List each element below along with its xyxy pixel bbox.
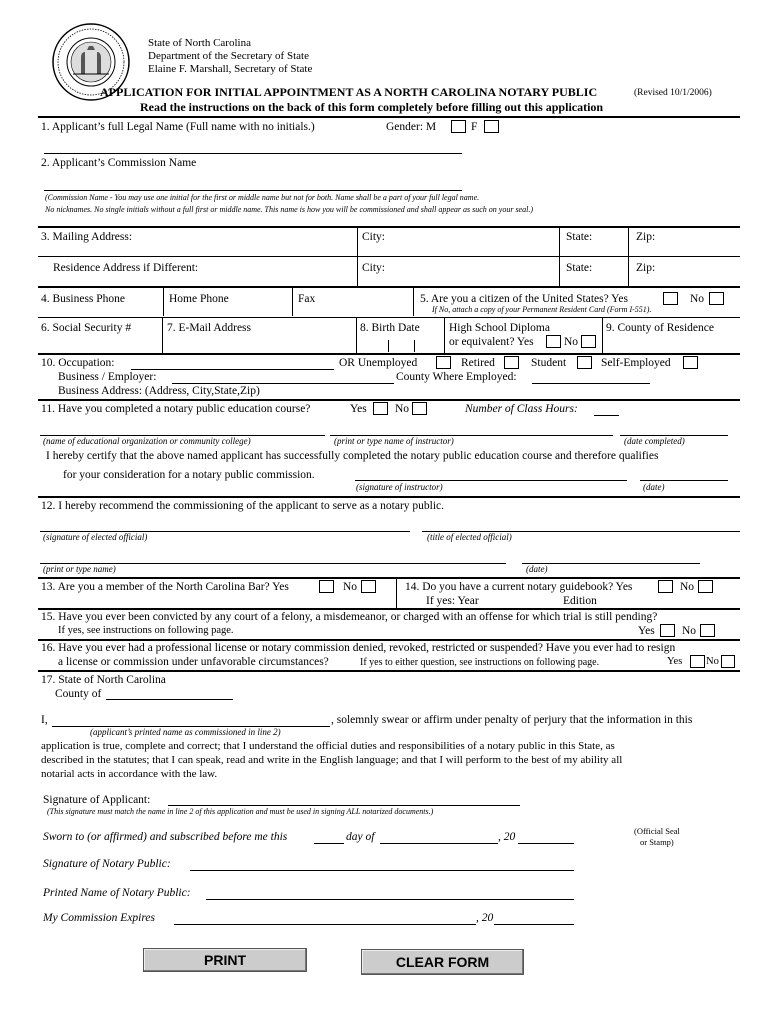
county-residence-label: 9. County of Residence — [606, 322, 714, 334]
q14-label: 14. Do you have a current notary guidebook? Yes — [405, 581, 633, 593]
county-of-field[interactable] — [106, 699, 233, 700]
county-of-label: County of — [55, 688, 102, 700]
q15-label: 15. Have you ever been convicted by any court of a felony, a misdemeanor, or charged with an offense for which trial is still pending? — [41, 611, 658, 623]
sworn-day-field[interactable] — [314, 843, 344, 844]
residence-zip-label: Zip: — [636, 262, 656, 274]
q14-no-label: No — [680, 581, 695, 593]
student-label: Student — [531, 357, 567, 369]
q15-no-label: No — [682, 625, 697, 637]
home-phone-label: Home Phone — [169, 293, 229, 305]
q15-sub: If yes, see instructions on following page. — [58, 625, 234, 636]
q13-no-label: No — [343, 581, 358, 593]
q11-yes-label: Yes — [350, 403, 367, 415]
bar-yes-checkbox[interactable] — [319, 580, 334, 593]
bar-no-checkbox[interactable] — [361, 580, 376, 593]
residence-state-label: State: — [566, 262, 593, 274]
commission-name-field[interactable] — [44, 190, 462, 191]
sworn-month-field[interactable] — [380, 843, 498, 844]
q16-no-label: No — [706, 656, 719, 667]
mailing-city-label: City: — [362, 231, 386, 243]
guidebook-year-label: If yes: Year — [426, 595, 479, 607]
q2-note-2: No nicknames. No single initials without a full first or middle name. This name is how you will be commissioned and shall appear as such on your seal.) — [45, 205, 533, 214]
commission-expires-year-label: , 20 — [476, 912, 494, 924]
business-phone-label: 4. Business Phone — [41, 293, 126, 305]
gender-label: Gender: M — [386, 121, 437, 133]
applicant-signature-field[interactable] — [168, 805, 520, 806]
org-caption: (name of educational organization or community college) — [43, 436, 251, 446]
gender-f-label: F — [471, 121, 478, 133]
commission-expires-label: My Commission Expires — [43, 912, 156, 924]
instructor-caption: (print or type name of instructor) — [334, 436, 454, 446]
q1-label: 1. Applicant’s full Legal Name (Full name with no initials.) — [41, 121, 315, 133]
birth-date-label: 8. Birth Date — [360, 322, 420, 334]
citizen-yes-checkbox[interactable] — [663, 292, 678, 305]
guidebook-edition-label: Edition — [563, 595, 597, 607]
diploma-no-checkbox[interactable] — [581, 335, 596, 348]
course-yes-checkbox[interactable] — [373, 402, 388, 415]
diploma-no-label: No — [564, 336, 579, 348]
official-seal-label: (Official Seal — [634, 826, 680, 836]
retired-label: Retired — [461, 357, 495, 369]
business-address-label: Business Address: (Address, City,State,Zip) — [58, 385, 260, 397]
citizen-no-checkbox[interactable] — [709, 292, 724, 305]
occupation-field[interactable] — [131, 369, 334, 370]
header-department: Department of the Secretary of State — [148, 50, 309, 62]
sworn-year-label: , 20 — [498, 831, 516, 843]
clear-form-button[interactable]: CLEAR FORM — [361, 949, 524, 975]
employer-label: Business / Employer: — [58, 371, 157, 383]
guidebook-yes-checkbox[interactable] — [658, 580, 673, 593]
residence-address-label: Residence Address if Different: — [53, 262, 199, 274]
q16-yes-label: Yes — [667, 656, 683, 667]
q16-sub-2: If yes to either question, see instructions on following page. — [360, 657, 600, 668]
occupation-label: 10. Occupation: — [41, 357, 115, 369]
license-yes-checkbox[interactable] — [690, 655, 705, 668]
self-employed-label: Self-Employed — [601, 357, 671, 369]
gender-f-checkbox[interactable] — [484, 120, 499, 133]
diploma-yes-checkbox[interactable] — [546, 335, 561, 348]
revised-date: (Revised 10/1/2006) — [634, 88, 712, 98]
q11-no-label: No — [395, 403, 410, 415]
oath-paragraph-1: application is true, complete and correct; that I understand the official duties and responsibilities of a notary public in this State, as — [41, 740, 615, 752]
sworn-label: Sworn to (or affirmed) and subscribed before me this — [43, 831, 288, 843]
guidebook-no-checkbox[interactable] — [698, 580, 713, 593]
q5-note: If No, attach a copy of your Permanent Resident Card (Form I-551). — [432, 305, 652, 314]
self-employed-checkbox[interactable] — [683, 356, 698, 369]
retired-checkbox[interactable] — [504, 356, 519, 369]
ssn-label: 6. Social Security # — [41, 322, 132, 334]
certify-line-2: for your consideration for a notary public commission. — [63, 469, 315, 481]
notary-signature-label: Signature of Notary Public: — [43, 858, 171, 870]
diploma-label: High School Diploma — [449, 322, 550, 334]
header-secretary: Elaine F. Marshall, Secretary of State — [148, 63, 313, 75]
county-employed-field[interactable] — [532, 383, 650, 384]
q17-label: 17. State of North Carolina — [41, 674, 166, 686]
date-completed-caption: (date completed) — [624, 436, 685, 446]
unemployed-checkbox[interactable] — [436, 356, 451, 369]
official-signature-caption: (signature of elected official) — [43, 532, 148, 542]
print-name-caption: (print or type name) — [43, 564, 116, 574]
citizen-no-label: No — [690, 293, 705, 305]
unemployed-label: OR Unemployed — [339, 357, 418, 369]
applicant-signature-label: Signature of Applicant: — [43, 794, 151, 806]
class-hours-label: Number of Class Hours: — [465, 403, 578, 415]
q16-label: 16. Have you ever had a professional license or notary commission denied, revoked, restricted or suspended? Have you ever had to resign — [41, 642, 676, 654]
official-date-caption: (date) — [526, 564, 548, 574]
q13-label: 13. Are you a member of the North Carolina Bar? Yes — [41, 581, 289, 593]
official-title-caption: (title of elected official) — [427, 532, 512, 542]
mailing-zip-label: Zip: — [636, 231, 656, 243]
q2-note-1: (Commission Name - You may use one initial for the first or middle name but not for both. Name shall be a part of your full legal name. — [45, 193, 480, 202]
oath-swear: , solemnly swear or affirm under penalty of perjury that the information in this — [331, 714, 693, 726]
instructor-date-field[interactable] — [640, 480, 728, 481]
printed-name-caption: (applicant’s printed name as commissioned in line 2) — [90, 727, 281, 737]
student-checkbox[interactable] — [577, 356, 592, 369]
instructor-date-caption: (date) — [643, 482, 665, 492]
gender-m-checkbox[interactable] — [451, 120, 466, 133]
commission-expires-year-field[interactable] — [494, 924, 574, 925]
oath-paragraph-3: notarial acts in accordance with the law. — [41, 768, 218, 780]
fax-label: Fax — [298, 293, 316, 305]
q12-label: 12. I hereby recommend the commissioning of the applicant to serve as a notary public. — [41, 500, 445, 512]
official-stamp-label: or Stamp) — [640, 837, 674, 847]
conviction-no-checkbox[interactable] — [700, 624, 715, 637]
q16-sub-1: a license or commission under unfavorable circumstances? — [58, 656, 329, 668]
conviction-yes-checkbox[interactable] — [660, 624, 675, 637]
notary-printed-name-label: Printed Name of Notary Public: — [43, 887, 191, 899]
applicant-signature-note: (This signature must match the name in line 2 of this application and must be used in signing ALL notarized documents.) — [47, 807, 434, 816]
instructions-banner: Read the instructions on the back of this form completely before filling out this application — [140, 100, 604, 114]
header-state: State of North Carolina — [148, 37, 251, 49]
commission-expires-field[interactable] — [174, 924, 476, 925]
residence-city-label: City: — [362, 262, 386, 274]
notary-signature-field[interactable] — [190, 870, 574, 871]
certify-line-1: I hereby certify that the above named applicant has successfully completed the notary public education course and therefore qualifies — [46, 450, 659, 462]
legal-name-field[interactable] — [44, 153, 462, 154]
oath-i: I, — [41, 714, 48, 726]
class-hours-field[interactable] — [594, 415, 619, 416]
form-title: APPLICATION FOR INITIAL APPOINTMENT AS A NORTH CAROLINA NOTARY PUBLIC — [100, 85, 598, 99]
employer-field[interactable] — [172, 383, 394, 384]
instructor-signature-field[interactable] — [355, 480, 627, 481]
q15-yes-label: Yes — [638, 625, 655, 637]
q5-label: 5. Are you a citizen of the United States? Yes — [420, 293, 628, 305]
diploma-yes-label: or equivalent? Yes — [449, 336, 534, 348]
email-label: 7. E-Mail Address — [167, 322, 252, 334]
course-no-checkbox[interactable] — [412, 402, 427, 415]
day-of-label: day of — [346, 831, 375, 843]
mailing-address-label: 3. Mailing Address: — [41, 231, 133, 243]
q2-label: 2. Applicant’s Commission Name — [41, 157, 197, 169]
oath-paragraph-2: described in the statutes; that I can speak, read and write in the English language; and that I will perform to the best of my ability all — [41, 754, 623, 766]
print-button[interactable]: PRINT — [143, 948, 307, 972]
notary-printed-name-field[interactable] — [206, 899, 574, 900]
q11-label: 11. Have you completed a notary public education course? — [41, 403, 311, 415]
instructor-signature-caption: (signature of instructor) — [356, 482, 443, 492]
mailing-state-label: State: — [566, 231, 593, 243]
sworn-year-field[interactable] — [518, 843, 574, 844]
county-employed-label: County Where Employed: — [396, 371, 517, 383]
official-date-field[interactable] — [522, 563, 700, 564]
license-no-checkbox[interactable] — [721, 655, 735, 668]
